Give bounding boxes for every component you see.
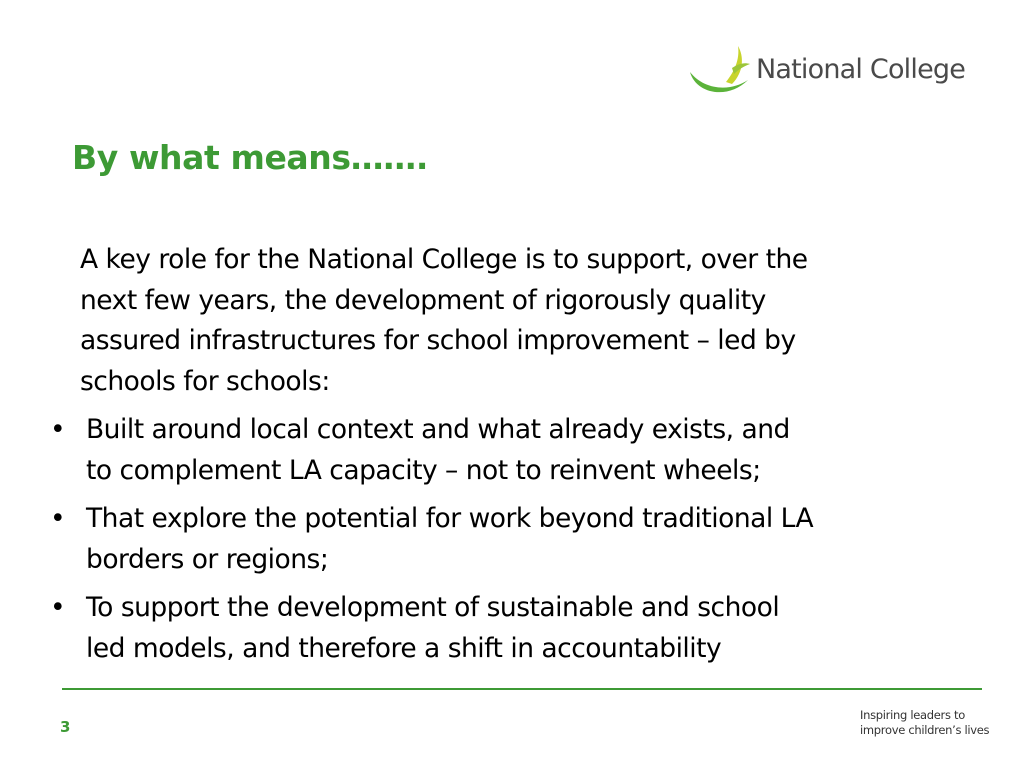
bullet-list: [46, 410, 966, 669]
national-college-logo: [686, 42, 976, 104]
bullet-item: [46, 588, 966, 669]
bullet-line: led models, and therefore a shift in accountability: [86, 632, 722, 664]
bullet-item: [46, 499, 966, 580]
intro-line: A key role for the National College is to support, over the: [80, 244, 808, 275]
bullet-line: That explore the potential for work beyond traditional LA: [86, 503, 814, 534]
slide-title: By what means…….: [72, 138, 428, 177]
slide-body: [46, 240, 966, 677]
intro-line: assured infrastructures for school improvement – led by: [80, 325, 796, 356]
swoosh-logo-icon: [686, 42, 756, 104]
bullet-line: to complement LA capacity – not to reinvent wheels;: [86, 454, 761, 486]
intro-line: next few years, the development of rigorously quality: [80, 284, 766, 316]
tagline-line: Inspiring leaders to: [860, 708, 965, 722]
logo-text: National College: [756, 54, 966, 85]
tagline-line: improve children’s lives: [860, 723, 990, 737]
bullet-line: To support the development of sustainable and school: [86, 592, 780, 623]
bullet-line: Built around local context and what already exists, and: [86, 414, 790, 445]
bullet-dot-icon: •: [50, 503, 66, 534]
bullet-line: borders or regions;: [86, 543, 329, 575]
footer-divider: [62, 688, 982, 690]
bullet-item: [46, 410, 966, 491]
intro-paragraph: [46, 240, 966, 402]
intro-line: schools for schools:: [80, 365, 330, 397]
footer-tagline: [860, 708, 989, 738]
page-number: 3: [60, 718, 71, 736]
bullet-dot-icon: •: [50, 414, 66, 445]
bullet-dot-icon: •: [50, 592, 66, 623]
